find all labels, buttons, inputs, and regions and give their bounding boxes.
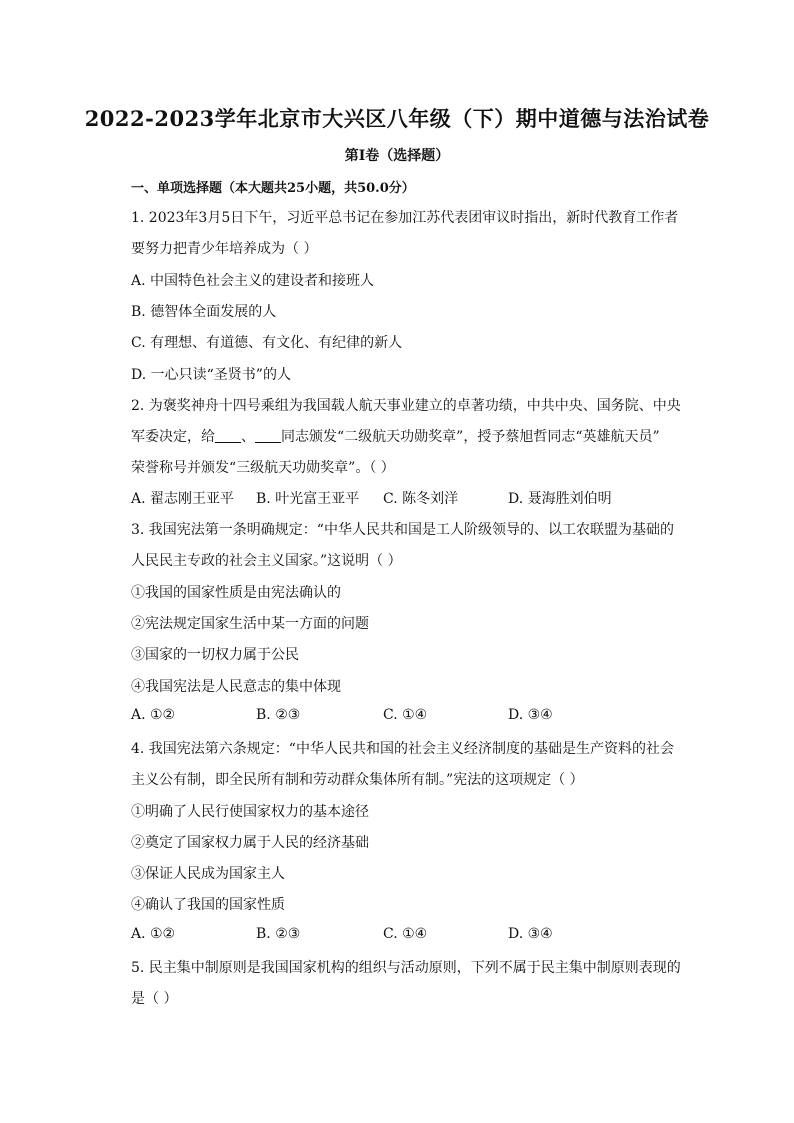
- q5-stem-line2: 是（ ）: [131, 991, 178, 1007]
- q2-stem-line2-part-b: 同志颁发“二级航天功勋奖章”，授予蔡旭哲同志“英雄航天员”: [281, 429, 660, 445]
- q1-stem-line1: 1. 2023年3月5日下午，习近平总书记在参加江苏代表团审议时指出，新时代教育工作者: [131, 210, 679, 226]
- answer-blank: [255, 428, 281, 443]
- q3-options-row: [131, 707, 691, 727]
- q4-statement-4: ④确认了我国的国家性质: [131, 897, 285, 913]
- q2-stem-line2-part-a: 军委决定，给: [131, 429, 215, 445]
- q5-stem-line1: 5. 民主集中制原则是我国国家机构的组织与活动原则，下列不属于民主集中制原则表现的: [131, 960, 681, 976]
- q3-statement-1: ①我国的国家性质是由宪法确认的: [131, 585, 341, 601]
- q3-stem-line1: 3. 我国宪法第一条明确规定：“中华人民共和国是工人阶级领导的、以工农联盟为基础的: [131, 522, 674, 538]
- q2-blank-separator: 、: [241, 429, 255, 445]
- q4-stem-line1: 4. 我国宪法第六条规定：“中华人民共和国的社会主义经济制度的基础是生产资料的社会: [131, 741, 674, 757]
- q3-option-c: C. ①④: [383, 707, 428, 723]
- q1-option-a: A. 中国特色社会主义的建设者和接班人: [131, 273, 375, 289]
- q3-statement-3: ③国家的一切权力属于公民: [131, 647, 299, 663]
- q3-statement-2: ②宪法规定国家生活中某一方面的问题: [131, 616, 369, 632]
- section-heading: 一、单项选择题（本大题共25小题，共50.0分）: [131, 181, 415, 196]
- q2-stem-line3: 荣誉称号并颁发“三级航天功勋奖章”。（ ）: [131, 460, 395, 476]
- q2-option-d: D. 聂海胜刘伯明: [508, 491, 612, 507]
- q1-option-d: D. 一心只读“圣贤书”的人: [131, 367, 291, 383]
- q1-option-c: C. 有理想、有道德、有文化、有纪律的新人: [131, 335, 403, 351]
- exam-subtitle: 第I卷（选择题）: [344, 148, 450, 164]
- q3-option-d: D. ③④: [508, 707, 553, 723]
- q2-stem-line1: 2. 为褒奖神舟十四号乘组为我国载人航天事业建立的卓著功绩，中共中央、国务院、中央: [131, 398, 681, 414]
- q4-stem-line2: 主义公有制，即全民所有制和劳动群众集体所有制。”宪法的这项规定（ ）: [131, 772, 584, 788]
- q3-statement-4: ④我国宪法是人民意志的集中体现: [131, 679, 341, 695]
- exam-title: 2022-2023学年北京市大兴区八年级（下）期中道德与法治试卷: [84, 106, 710, 131]
- q3-option-b: B. ②③: [256, 707, 301, 723]
- q1-stem-line2: 要努力把青少年培养成为（ ）: [131, 241, 318, 257]
- q4-option-d: D. ③④: [508, 926, 553, 942]
- q2-option-c: C. 陈冬刘洋: [383, 491, 459, 507]
- q3-stem-line2: 人民民主专政的社会主义国家。”这说明（ ）: [131, 553, 402, 569]
- q2-option-a: A. 翟志刚王亚平: [131, 491, 235, 507]
- q4-option-c: C. ①④: [383, 926, 428, 942]
- q2-option-b: B. 叶光富王亚平: [256, 491, 360, 507]
- q4-option-b: B. ②③: [256, 926, 301, 942]
- q4-statement-3: ③保证人民成为国家主人: [131, 866, 285, 882]
- q4-option-a: A. ①②: [131, 926, 176, 942]
- answer-blank: [215, 428, 241, 443]
- q2-options-row: [131, 488, 691, 508]
- q3-option-a: A. ①②: [131, 707, 176, 723]
- q4-statement-2: ②奠定了国家权力属于人民的经济基础: [131, 835, 369, 851]
- q4-options-row: [131, 926, 691, 946]
- q4-statement-1: ①明确了人民行使国家权力的基本途径: [131, 804, 369, 820]
- q1-option-b: B. 德智体全面发展的人: [131, 304, 277, 320]
- q2-stem-line2: [131, 426, 660, 446]
